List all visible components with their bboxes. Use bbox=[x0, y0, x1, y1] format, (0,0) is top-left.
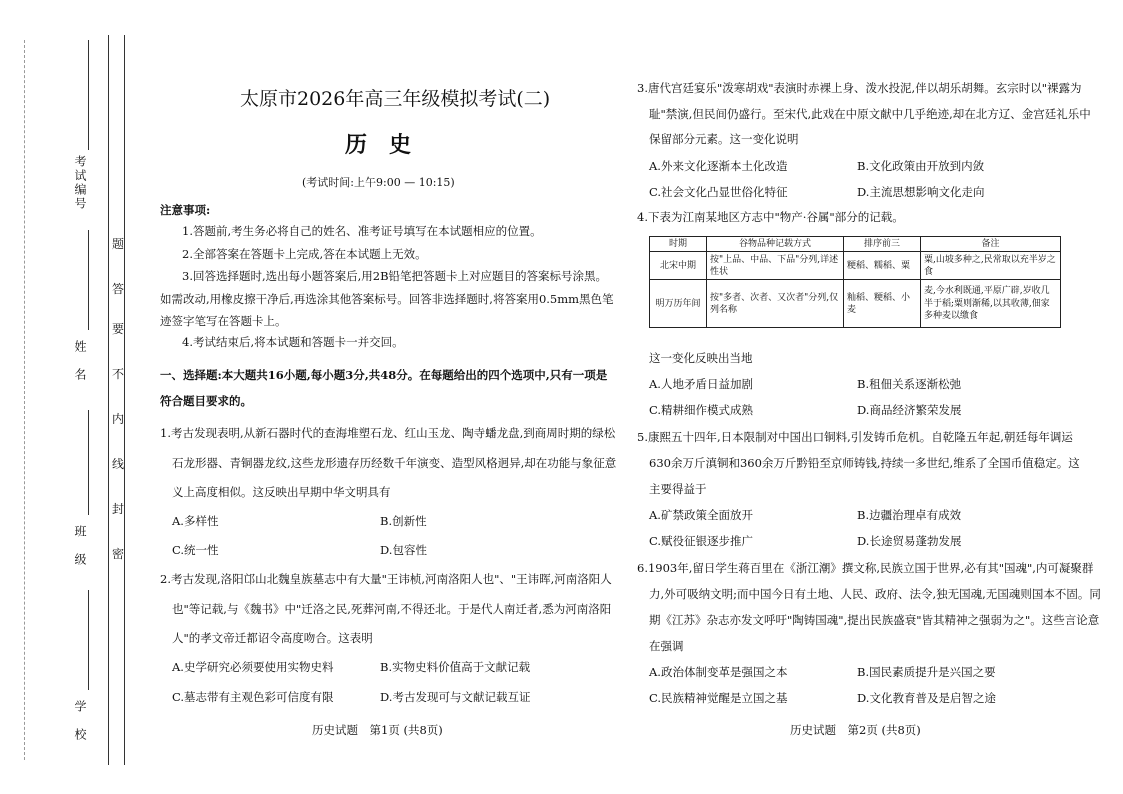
q4-stem: 这一变化反映出当地 bbox=[649, 351, 753, 365]
subject-title: 历 史 bbox=[345, 132, 412, 158]
q2-stem: 也"等记载,与《魏书》中"迁洛之民,死葬河南,不得还北。于是代人南迁者,悉为河南洛阳 bbox=[172, 602, 612, 616]
q5-stem: 630余万斤滇铜和360余万斤黔铅至京师铸钱,持续一多世纪,维系了全国币值稳定。这 bbox=[649, 456, 1080, 470]
page-footer-right: 历史试题 第2页 (共8页) bbox=[790, 723, 921, 737]
table-cell: 明万历年间 bbox=[650, 280, 707, 328]
table-header-row bbox=[650, 237, 1061, 252]
notice-line: 2.全部答案在答题卡上完成,答在本试题上无效。 bbox=[182, 247, 427, 261]
notice-line: 3.回答选择题时,选出每小题答案后,用2B铅笔把答题卡上对应题目的答案标号涂黑。 bbox=[182, 269, 608, 283]
q6-stem: 力,外可吸纳文明;而中国今日有土地、人民、政府、法令,独无国魂,无国魂则国本不固。同 bbox=[649, 587, 1101, 601]
seal-char: 密 bbox=[112, 547, 125, 561]
notice-line: 迹签字笔写在答题卡上。 bbox=[160, 314, 287, 328]
name-label: 姓 名 bbox=[73, 340, 87, 382]
q2-option-a: A.史学研究必须要使用实物史料 bbox=[172, 660, 334, 674]
q6-stem: 6.1903年,留日学生蒋百里在《浙江潮》撰文称,民族立国于世界,必有其"国魂",内可凝聚群 bbox=[637, 561, 1094, 575]
table-cell: 按"多者、次者、又次者"分列,仅列名称 bbox=[707, 280, 844, 328]
page-footer-left: 历史试题 第1页 (共8页) bbox=[312, 723, 443, 737]
exam-title: 太原市2026年高三年级模拟考试(二) bbox=[240, 88, 551, 110]
q5-option-a: A.矿禁政策全面放开 bbox=[649, 508, 753, 522]
q2-option-c: C.墓志带有主观色彩可信度有限 bbox=[172, 690, 334, 704]
seal-char: 封 bbox=[112, 502, 125, 516]
q4-intro: 4.下表为江南某地区方志中"物产·谷属"部分的记载。 bbox=[637, 210, 904, 224]
q5-stem: 主要得益于 bbox=[649, 482, 707, 496]
q6-option-d: D.文化教育普及是启智之途 bbox=[857, 691, 996, 705]
q5-option-d: D.长途贸易蓬勃发展 bbox=[857, 534, 962, 548]
q1-stem: 1.考古发现表明,从新石器时代的查海堆塑石龙、红山玉龙、陶寺蟠龙盘,到商周时期的绿松 bbox=[160, 426, 616, 440]
q3-option-c: C.社会文化凸显世俗化特征 bbox=[649, 185, 788, 199]
q6-option-a: A.政治体制变革是强国之本 bbox=[649, 665, 788, 679]
q4-option-b: B.租佃关系逐渐松弛 bbox=[857, 377, 962, 391]
q2-stem: 2.考古发现,洛阳邙山北魏皇族墓志中有大量"王讳桢,河南洛阳人也"、"王讳晖,河南洛阳人 bbox=[160, 572, 612, 586]
table-cell: 粟,山坡多种之,民常取以充半岁之食 bbox=[921, 252, 1061, 280]
seal-line-outer bbox=[124, 35, 125, 765]
seal-char: 内 bbox=[112, 412, 125, 426]
table-header: 时期 bbox=[650, 237, 707, 252]
q6-option-c: C.民族精神觉醒是立国之基 bbox=[649, 691, 788, 705]
q6-option-b: B.国民素质提升是兴国之要 bbox=[857, 665, 996, 679]
table-row bbox=[650, 252, 1061, 280]
table-header: 谷物品种记载方式 bbox=[707, 237, 844, 252]
q1-option-a: A.多样性 bbox=[172, 514, 219, 528]
notice-line: 4.考试结束后,将本试题和答题卡一并交回。 bbox=[182, 335, 404, 349]
q3-stem: 3.唐代宫廷宴乐"泼寒胡戏"表演时赤裸上身、泼水投泥,伴以胡乐胡舞。玄宗时以"裸露为 bbox=[637, 81, 1082, 95]
seal-char: 答 bbox=[112, 282, 125, 296]
q4-table bbox=[649, 236, 1061, 328]
q5-stem: 5.康熙五十四年,日本限制对中国出口铜料,引发铸币危机。自乾隆五年起,朝廷每年调运 bbox=[637, 430, 1073, 444]
q1-option-c: C.统一性 bbox=[172, 543, 219, 557]
q1-option-b: B.创新性 bbox=[380, 514, 427, 528]
exam-no-label: 考试编号 bbox=[73, 155, 87, 211]
q4-option-c: C.精耕细作模式成熟 bbox=[649, 403, 754, 417]
notice-line: 如需改动,用橡皮擦干净后,再选涂其他答案标号。回答非选择题时,将答案用0.5mm黑色笔 bbox=[160, 292, 614, 306]
seal-char: 线 bbox=[112, 457, 125, 471]
section-heading: 一、选择题:本大题共16小题,每小题3分,共48分。在每题给出的四个选项中,只有一项是 bbox=[160, 368, 608, 382]
q5-option-b: B.边疆治理卓有成效 bbox=[857, 508, 962, 522]
table-row bbox=[650, 280, 1061, 328]
binding-margin bbox=[0, 0, 130, 794]
q6-stem: 在强调 bbox=[649, 639, 684, 653]
seal-char: 要 bbox=[112, 322, 125, 336]
q2-stem: 人"的孝文帝迁都诏令高度吻合。这表明 bbox=[172, 631, 373, 645]
q3-option-d: D.主流思想影响文化走向 bbox=[857, 185, 985, 199]
q3-option-b: B.文化政策由开放到内敛 bbox=[857, 159, 985, 173]
q6-stem: 期《江苏》杂志亦发文呼吁"陶铸国魂",提出民族盛衰"皆其精神之强弱为之"。这些言论意 bbox=[649, 613, 1100, 627]
school-label: 学 校 bbox=[73, 700, 87, 742]
table-header: 排序前三 bbox=[844, 237, 921, 252]
seal-line bbox=[108, 35, 109, 765]
name-field[interactable] bbox=[88, 230, 89, 330]
q4-option-d: D.商品经济繁荣发展 bbox=[857, 403, 962, 417]
seal-char: 不 bbox=[112, 367, 125, 381]
table-cell: 籼稻、粳稻、小麦 bbox=[844, 280, 921, 328]
q2-option-d: D.考古发现可与文献记载互证 bbox=[380, 690, 531, 704]
table-cell: 北宋中期 bbox=[650, 252, 707, 280]
seal-char: 题 bbox=[112, 237, 125, 251]
section-heading-cont: 符合题目要求的。 bbox=[160, 394, 252, 408]
notice-heading: 注意事项: bbox=[160, 203, 211, 217]
q3-stem: 耻"禁演,但民间仍盛行。至宋代,此戏在中原文献中几乎绝迹,却在北方辽、金宫廷礼乐中 bbox=[649, 107, 1091, 121]
q3-option-a: A.外来文化逐渐本土化改造 bbox=[649, 159, 788, 173]
q1-option-d: D.包容性 bbox=[380, 543, 427, 557]
table-header: 备注 bbox=[921, 237, 1061, 252]
q1-stem: 石龙形器、青铜器龙纹,这些龙形遗存历经数千年演变、造型风格迥异,却在功能与象征意 bbox=[172, 456, 617, 470]
fold-line bbox=[24, 40, 25, 760]
school-field[interactable] bbox=[88, 590, 89, 690]
q5-option-c: C.赋役征银逐步推广 bbox=[649, 534, 754, 548]
notice-line: 1.答题前,考生务必将自己的姓名、准考证号填写在本试题相应的位置。 bbox=[182, 224, 542, 238]
exam-time: (考试时间:上午9:00 — 10:15) bbox=[302, 176, 455, 189]
q3-stem: 保留部分元素。这一变化说明 bbox=[649, 132, 799, 146]
table-cell: 粳稻、糯稻、粟 bbox=[844, 252, 921, 280]
class-label: 班 级 bbox=[73, 525, 87, 567]
q2-option-b: B.实物史料价值高于文献记载 bbox=[380, 660, 531, 674]
exam-no-field[interactable] bbox=[88, 40, 89, 150]
table-cell: 按"上品、中品、下品"分列,详述性状 bbox=[707, 252, 844, 280]
q4-option-a: A.人地矛盾日益加剧 bbox=[649, 377, 753, 391]
table-cell: 麦,今水利既通,平原广辟,岁收几半于稻;粟则渐稀,以其收薄,佃家多种麦以缴食 bbox=[921, 280, 1061, 328]
class-field[interactable] bbox=[88, 410, 89, 515]
q1-stem: 义上高度相似。这反映出早期中华文明具有 bbox=[172, 485, 391, 499]
